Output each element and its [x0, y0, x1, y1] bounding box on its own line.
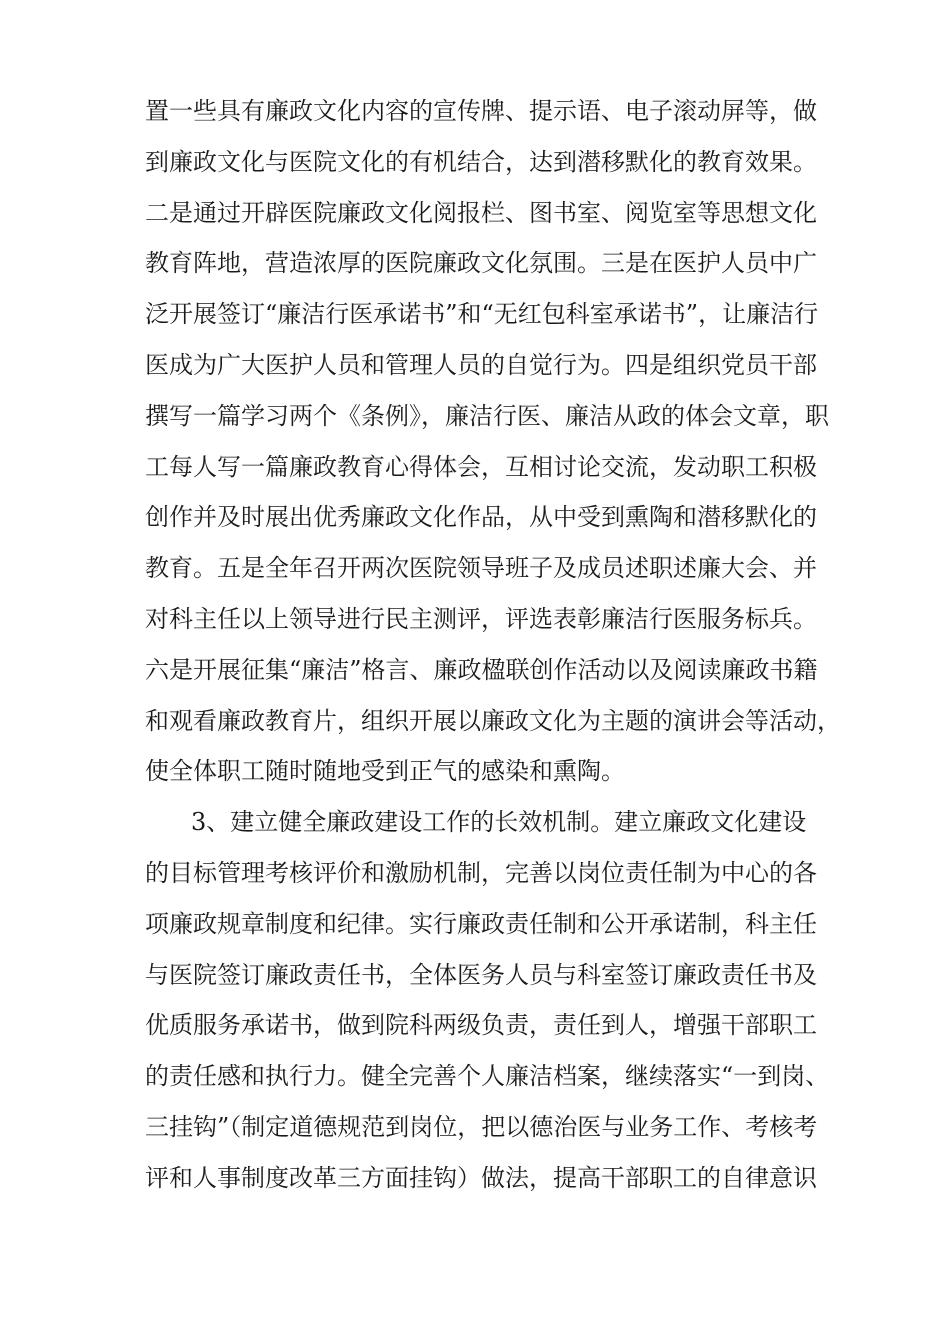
text-line: 项廉政规章制度和纪律。实行廉政责任制和公开承诺制，科主任 — [145, 909, 817, 938]
text-line: 优质服务承诺书，做到院科两级负责，责任到人，增强干部职工 — [145, 1011, 817, 1040]
text-line: 二是通过开辟医院廉政文化阅报栏、图书室、阅览室等思想文化 — [145, 198, 817, 227]
text-line: 与医院签订廉政责任书，全体医务人员与科室签订廉政责任书及 — [145, 960, 817, 989]
paragraph-2 — [145, 797, 830, 1203]
text-line: 三挂钩”（制定道德规范到岗位，把以德治医与业务工作、考核考 — [145, 1112, 818, 1141]
text-line: 3、建立健全廉政建设工作的长效机制。建立廉政文化建设 — [191, 808, 807, 837]
text-line: 和观看廉政教育片，组织开展以廉政文化为主题的演讲会等活动， — [145, 706, 841, 735]
text-line: 泛开展签订“廉洁行医承诺书”和“无红包科室承诺书”，让廉洁行 — [145, 300, 819, 329]
text-line: 到廉政文化与医院文化的有机结合，达到潜移默化的教育效果。 — [145, 147, 817, 176]
text-line: 使全体职工随时随地受到正气的感染和熏陶。 — [145, 757, 625, 786]
text-line: 教育阵地，营造浓厚的医院廉政文化氛围。三是在医护人员中广 — [145, 249, 817, 278]
text-line: 评和人事制度改革三方面挂钩）做法，提高干部职工的自律意识 — [145, 1163, 817, 1192]
text-line: 的目标管理考核评价和激励机制，完善以岗位责任制为中心的各 — [145, 858, 817, 887]
text-line: 对科主任以上领导进行民主测评，评选表彰廉洁行医服务标兵。 — [145, 604, 817, 633]
text-line: 创作并及时展出优秀廉政文化作品，从中受到熏陶和潜移默化的 — [145, 503, 817, 532]
text-line: 教育。五是全年召开两次医院领导班子及成员述职述廉大会、并 — [145, 554, 817, 583]
text-line: 医成为广大医护人员和管理人员的自觉行为。四是组织党员干部 — [145, 350, 817, 379]
text-line: 工每人写一篇廉政教育心得体会，互相讨论交流，发动职工积极 — [145, 452, 817, 481]
paragraph-1 — [145, 86, 841, 797]
text-line: 置一些具有廉政文化内容的宣传牌、提示语、电子滚动屏等，做 — [145, 97, 817, 125]
text-line: 的责任感和执行力。健全完善个人廉洁档案，继续落实“一到岗、 — [145, 1062, 830, 1091]
document-body — [145, 86, 841, 1204]
text-line: 撰写一篇学习两个《条例》，廉洁行医、廉洁从政的体会文章，职 — [145, 401, 829, 430]
text-line: 六是开展征集“廉洁”格言、廉政楹联创作活动以及阅读廉政书籍 — [145, 655, 818, 684]
